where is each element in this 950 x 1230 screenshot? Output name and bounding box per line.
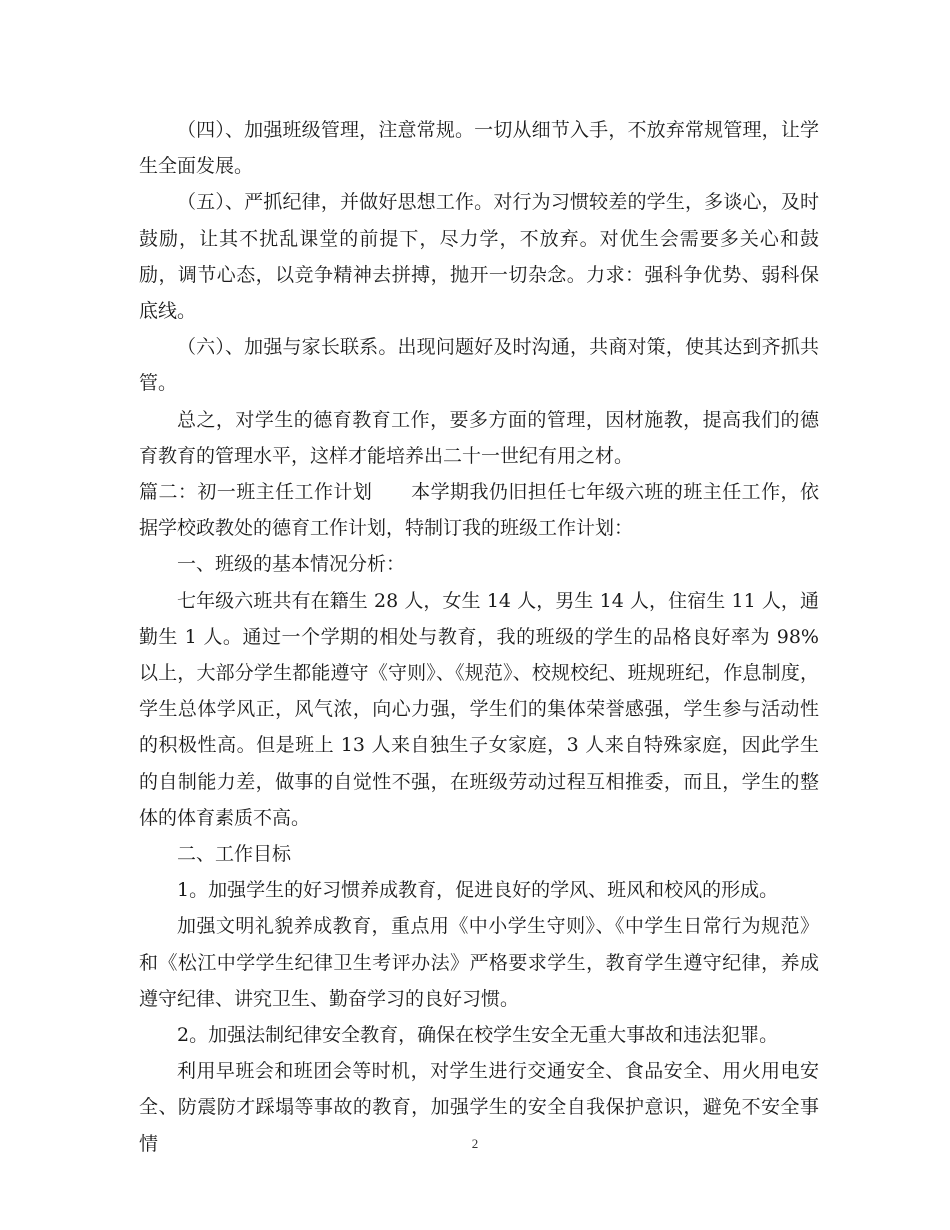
paragraph-summary: 总之，对学生的德育教育工作，要多方面的管理，因材施教，提高我们的德育教育的管理水平，这样才能培养出二十一世纪有用之材。 — [139, 408, 819, 467]
paragraph-section-6: （六）、加强与家长联系。出现问题好及时沟通，共商对策，使其达到齐抓共管。 — [139, 336, 819, 395]
paragraph-class-analysis: 七年级六班共有在籍生 28 人，女生 14 人，男生 14 人，住宿生 11 人，通勤生 1 人。通过一个学期的相处与教育，我的班级的学生的品格良好率为 98%以上，大部分学生都能遵守《守则》、《规范》、校规校纪、班规班纪，作息制度，学生总体学风正，风气浓，向心力强，学生们的集体荣誉感强，学生参与活动性的积极性高。但是班上 13 人来自独生子女家庭，3 人来自特殊家庭，因此学生的自制能力差，做事的自觉性不强，在班级劳动过程互相推委，而且，学生的整体的体育素质不高。 — [139, 589, 819, 829]
paragraph-section-4: （四）、加强班级管理，注意常规。一切从细节入手，不放弃常规管理，让学生全面发展。 — [139, 119, 819, 178]
goal-item-1: 1。加强学生的好习惯养成教育，促进良好的学风、班风和校风的形成。 — [177, 879, 779, 902]
heading-work-goals: 二、工作目标 — [177, 843, 292, 866]
paragraph-goal-2-detail: 利用早班会和班团会等时机，对学生进行交通安全、食品安全、用火用电安全、防震防才踩塌等事故的教育，加强学生的安全自我保护意识，避免不安全事情 — [139, 1060, 819, 1155]
page-number: 2 — [471, 1136, 479, 1151]
paragraph-section-5: （五）、严抓纪律，并做好思想工作。对行为习惯较差的学生，多谈心，及时鼓励，让其不扰乱课堂的前提下，尽力学，不放弃。对优生会需要多关心和鼓励，调节心态，以竞争精神去拼搏，抛开一切杂念。力求：强科争优势、弱科保底线。 — [139, 191, 819, 323]
paragraph-goal-1-detail: 加强文明礼貌养成教育，重点用《中小学生守则》、《中学生日常行为规范》和《松江中学学生纪律卫生考评办法》严格要求学生，教育学生遵守纪律，养成遵守纪律、讲究卫生、勤奋学习的良好习惯。 — [139, 915, 819, 1010]
heading-class-analysis: 一、班级的基本情况分析： — [177, 553, 406, 576]
goal-item-2: 2。加强法制纪律安全教育，确保在校学生安全无重大事故和违法犯罪。 — [177, 1024, 779, 1047]
document-body — [139, 112, 819, 1162]
paragraph-part-two-intro: 篇二：初一班主任工作计划 本学期我仍旧担任七年级六班的班主任工作，依据学校政教处的德育工作计划，特制订我的班级工作计划： — [139, 481, 819, 540]
